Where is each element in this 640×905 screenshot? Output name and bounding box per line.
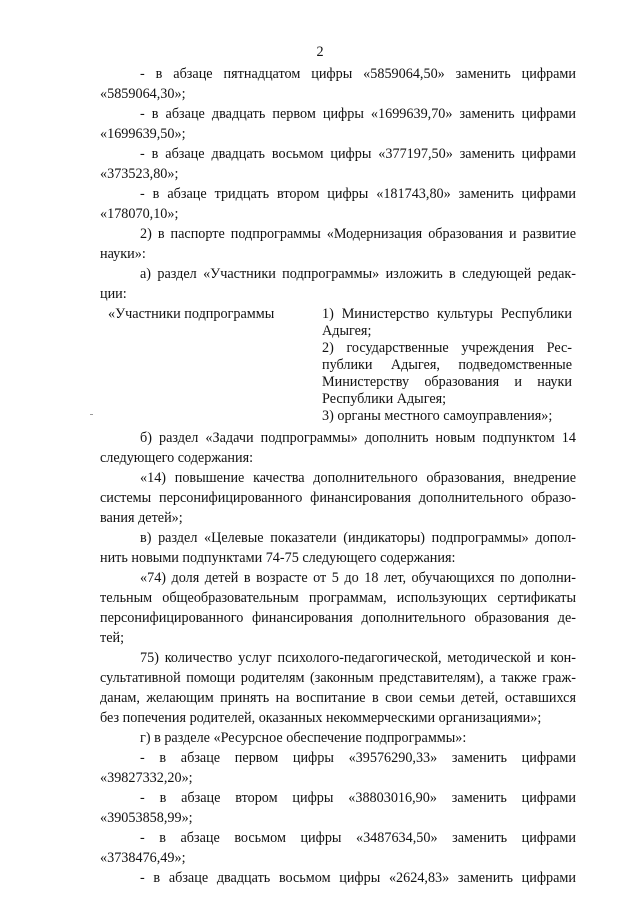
text-line: «39053858,99»;: [100, 810, 193, 826]
text-line: «5859064,30»;: [100, 86, 186, 102]
text-line: «74) доля детей в возрасте от 5 до 18 лет, обучающихся по дополни-: [140, 570, 576, 586]
participants-item: Адыгея;: [322, 323, 372, 339]
text-line: персонифицированного финансирования дополнительного образования де-: [100, 610, 576, 626]
participants-item: 3) органы местного самоуправления»;: [322, 408, 553, 424]
text-line: тельным общеобразовательным программам, использующих сертификаты: [100, 590, 576, 606]
text-line: данам, желающим принять на воспитание в свои семьи детей, оставшихся: [100, 690, 576, 706]
text-line: - в абзаце тридцать втором цифры «181743,80» заменить цифрами: [140, 186, 576, 202]
text-line: - в абзаце двадцать восьмом цифры «2624,83» заменить цифрами: [140, 870, 576, 886]
text-line: «373523,80»;: [100, 166, 179, 182]
text-line: сультативной помощи родителям (законным представителям), а также граж-: [100, 670, 576, 686]
text-line: 2) в паспорте подпрограммы «Модернизация образования и развитие: [140, 226, 576, 242]
text-line: без попечения родителей, оказанных некоммерческими организациями»;: [100, 710, 542, 726]
text-line: «1699639,50»;: [100, 126, 186, 142]
participants-item: Министерству образования и науки: [322, 374, 572, 390]
participants-item: публики Адыгея, подведомственные: [322, 357, 572, 373]
text-line: «14) повышение качества дополнительного образования, внедрение: [140, 470, 576, 486]
participants-item: Республики Адыгея;: [322, 391, 447, 407]
text-line: - в абзаце двадцать первом цифры «1699639,70» заменить цифрами: [140, 106, 576, 122]
participants-item: 2) государственные учреждения Рес-: [322, 340, 572, 356]
text-line: - в абзаце втором цифры «38803016,90» заменить цифрами: [140, 790, 576, 806]
text-line: а) раздел «Участники подпрограммы» изложить в следующей редак-: [140, 266, 576, 282]
text-line: науки»:: [100, 246, 146, 262]
participants-item: 1) Министерство культуры Республики: [322, 306, 572, 322]
text-line: - в абзаце восьмом цифры «3487634,50» заменить цифрами: [140, 830, 576, 846]
text-line: тей;: [100, 630, 125, 646]
text-line: «39827332,20»;: [100, 770, 193, 786]
text-line: б) раздел «Задачи подпрограммы» дополнить новым подпунктом 14: [140, 430, 576, 446]
text-line: - в абзаце двадцать восьмом цифры «377197,50» заменить цифрами: [140, 146, 576, 162]
text-line: нить новыми подпунктами 74-75 следующего содержания:: [100, 550, 456, 566]
text-line: в) раздел «Целевые показатели (индикаторы) подпрограммы» допол-: [140, 530, 576, 546]
text-line: 75) количество услуг психолого-педагогической, методической и кон-: [140, 650, 576, 666]
page-number: 2: [316, 44, 324, 60]
text-line: - в абзаце пятнадцатом цифры «5859064,50» заменить цифрами: [140, 66, 576, 82]
text-line: ции:: [100, 286, 127, 302]
text-line: - в абзаце первом цифры «39576290,33» заменить цифрами: [140, 750, 576, 766]
text-line: «3738476,49»;: [100, 850, 186, 866]
text-line: системы персонифицированного финансирования дополнительного образо-: [100, 490, 576, 506]
text-line: следующего содержания:: [100, 450, 254, 466]
participants-label: «Участники подпрограммы: [108, 306, 275, 322]
scan-mark: [90, 414, 93, 415]
text-line: «178070,10»;: [100, 206, 179, 222]
text-line: вания детей»;: [100, 510, 183, 526]
text-line: г) в разделе «Ресурсное обеспечение подпрограммы»:: [140, 730, 467, 746]
